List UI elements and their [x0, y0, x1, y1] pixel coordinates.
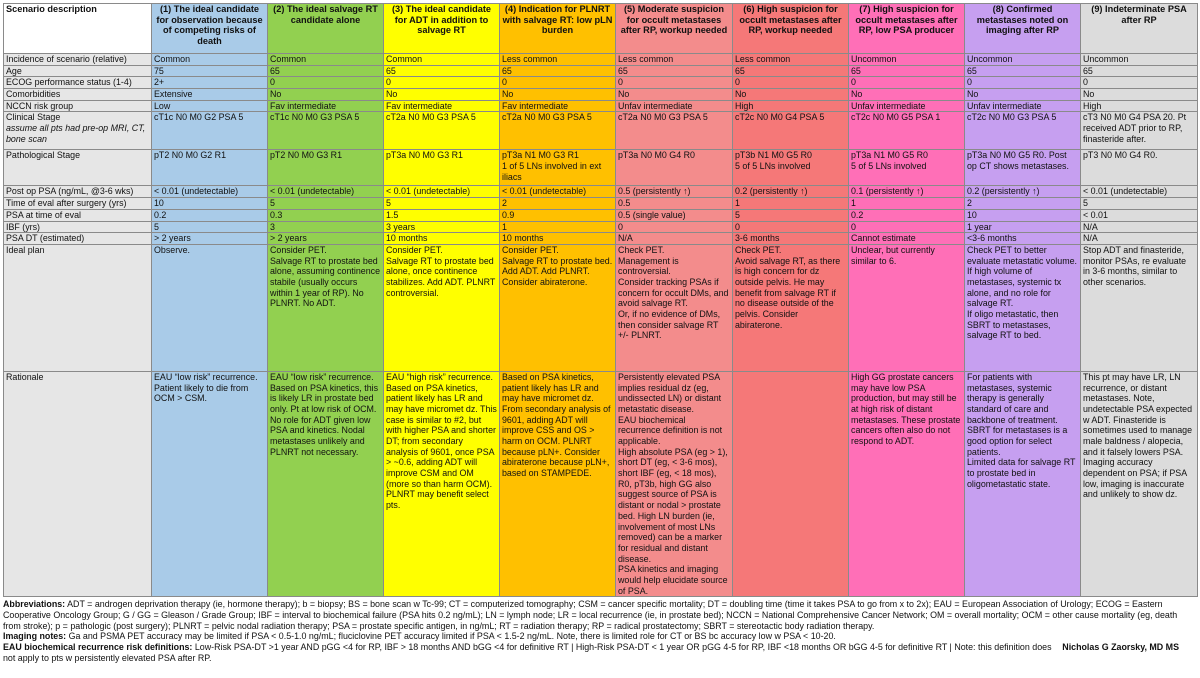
column-header-scenario-6: (6) High suspicion for occult metastases after RP, workup needed: [733, 4, 849, 54]
row-ibf: [4, 221, 1198, 233]
table-cell: 10 months: [500, 233, 616, 245]
row-label: [4, 54, 152, 66]
table-cell: pT3a N0 M0 G5 R0. Post op CT shows metastases.: [965, 150, 1081, 186]
table-cell: cT2c N0 M0 G4 PSA 5: [733, 112, 849, 150]
table-cell: Unclear, but currently similar to 6.: [849, 244, 965, 371]
table-cell: EAU “high risk” recurrence. Based on PSA kinetics, patient likely has LR and may have micromet dz. This case is similar to #2, but with higher PSA and shorter DT; from secondary analysis of 9601, once PSA > ~0.6, adding ADT will improve CSM and OM (more so than harm OCM). PLNRT may benefit select pts.: [384, 371, 500, 596]
table-cell: 0.2: [152, 209, 268, 221]
table-cell: Unfav intermediate: [849, 100, 965, 112]
column-header-scenario-4: (4) Indication for PLNRT with salvage RT: low pLN burden: [500, 4, 616, 54]
table-cell: Check PET. Management is controversial. Consider tracking PSAs if concern for occult DMs, and avoid salvage RT. Or, if no evidence of DMs, then consider salvage RT +/- PLNRT.: [616, 244, 733, 371]
table-cell: EAU “low risk” recurrence. Patient likely to die from OCM > CSM.: [152, 371, 268, 596]
row-age: [4, 65, 1198, 77]
abbreviations-text: ADT = androgen deprivation therapy (ie, hormone therapy); b = biopsy; BS = bone scan w Tc-99; CT = computerized tomography; CSM = cancer specific mortality; DT = doubling time (time it takes PSA to go from x to 2x); EAU = European Association of Urology; ECOG = Eastern Cooperative Oncology Group; G / GG = Gleason / Grade Group; IBF = interval to biochemical failure (PSA hits 0.2 ng/mL); LN = lymph node; LR = local recurrence (ie, in prostate bed); NCCN = National Comprehensive Cancer Network; OM = overall mortality; OCM = other cause mortality (eg, death from stroke); p = pathologic (post surgery); PLNRT = pelvic nodal radiation therapy; PSA = prostate specific antigen, in ng/mL; RT = radiation therapy; RP = radical prostatectomy; SBRT = stereotactic body radiation therapy.: [3, 599, 1178, 631]
row-label: [4, 89, 152, 101]
table-cell: Less common: [733, 54, 849, 66]
row-label-text: NCCN risk group: [6, 100, 74, 111]
row-comorbidities: [4, 89, 1198, 101]
table-cell: 1: [733, 198, 849, 210]
row-label: [4, 371, 152, 596]
row-ideal-plan: [4, 244, 1198, 371]
author-signature: Nicholas G Zaorsky, MD MS: [1062, 642, 1179, 653]
row-label-text: Clinical Stage: [6, 112, 61, 123]
table-cell: Cannot estimate: [849, 233, 965, 245]
table-cell: Fav intermediate: [268, 100, 384, 112]
table-cell: 1: [849, 198, 965, 210]
column-header-scenario-7: (7) High suspicion for occult metastases after RP, low PSA producer: [849, 4, 965, 54]
table-cell: 65: [849, 65, 965, 77]
table-cell: 0.1 (persistently ↑): [849, 186, 965, 198]
table-cell: Less common: [616, 54, 733, 66]
table-cell: 0: [1081, 77, 1198, 89]
table-cell: For patients with metastases, systemic therapy is generally standard of care and backbone of treatment. SBRT for metastases is a good option for select patients. Limited data for salvage RT to prostate bed in oligometastatic state.: [965, 371, 1081, 596]
row-label-text: ECOG performance status (1-4): [6, 77, 132, 88]
table-cell: 0.9: [500, 209, 616, 221]
column-header-scenario-3: (3) The ideal candidate for ADT in addition to salvage RT: [384, 4, 500, 54]
table-cell: < 0.01 (undetectable): [384, 186, 500, 198]
table-cell: 65: [733, 65, 849, 77]
table-cell: 2: [500, 198, 616, 210]
table-cell: 65: [500, 65, 616, 77]
table-cell: No: [268, 89, 384, 101]
table-cell: > 2 years: [152, 233, 268, 245]
table-cell: This pt may have LR, LN recurrence, or distant metastases. Note, undetectable PSA expected w ADT. Finasteride is sometimes used to manage male baldness / alopecia, and it falsely lowers PSA. Imaging accuracy dependent on PSA; if PSA low, imaging is inaccurate and unlikely to show dz.: [1081, 371, 1198, 596]
row-ecog: [4, 77, 1198, 89]
column-header-scenario-5: (5) Moderate suspicion for occult metastases after RP, workup needed: [616, 4, 733, 54]
row-pathological-stage: [4, 150, 1198, 186]
row-label: [4, 244, 152, 371]
table-cell: 0.5: [616, 198, 733, 210]
table-cell: cT2a N0 M0 G3 PSA 5: [616, 112, 733, 150]
table-cell: cT3 N0 M0 G4 PSA 20. Pt received ADT prior to RP, finasteride after.: [1081, 112, 1198, 150]
table-cell: <3-6 months: [965, 233, 1081, 245]
abbreviations-note: [3, 599, 1197, 631]
table-cell: Common: [384, 54, 500, 66]
table-cell: N/A: [1081, 221, 1198, 233]
row-label-text: Ideal plan: [6, 244, 45, 255]
row-label-text: PSA at time of eval: [6, 209, 81, 220]
table-cell: 65: [384, 65, 500, 77]
table-cell: 5: [152, 221, 268, 233]
row-label: [4, 233, 152, 245]
table-cell: 0: [849, 221, 965, 233]
table-cell: 0.2: [849, 209, 965, 221]
table-cell: 10: [152, 198, 268, 210]
row-label: [4, 209, 152, 221]
table-cell: Stop ADT and finasteride, monitor PSAs, re evaluate in 3-6 months, similar to other scenarios.: [1081, 244, 1198, 371]
table-cell: 0: [965, 77, 1081, 89]
row-label: [4, 150, 152, 186]
table-cell: pT3a N0 M0 G3 R1: [384, 150, 500, 186]
table-cell: No: [616, 89, 733, 101]
footnotes: [3, 599, 1197, 663]
row-label-note: assume all pts had pre-op MRI, CT, bone scan: [6, 123, 146, 144]
table-cell: Extensive: [152, 89, 268, 101]
row-time-of-eval: [4, 198, 1198, 210]
row-rationale: [4, 371, 1198, 596]
table-cell: 5: [268, 198, 384, 210]
table-cell: pT3 N0 M0 G4 R0.: [1081, 150, 1198, 186]
row-postop-psa: [4, 186, 1198, 198]
table-cell: pT3a N1 M0 G5 R0 5 of 5 LNs involved: [849, 150, 965, 186]
scenario-table-container: [3, 3, 1197, 663]
row-label: [4, 221, 152, 233]
table-cell: 1 year: [965, 221, 1081, 233]
table-cell: High GG prostate cancers may have low PSA production, but may still be at high risk of distant metastases. These prostate cancers often also do not respond to ADT.: [849, 371, 965, 596]
table-cell: Consider PET. Salvage RT to prostate bed alone, once continence stabilizes. Add ADT. PLNRT controversial.: [384, 244, 500, 371]
column-header-scenario-8: (8) Confirmed metastases noted on imaging after RP: [965, 4, 1081, 54]
imaging-notes-text: Ga and PSMA PET accuracy may be limited if PSA < 0.5-1.0 ng/mL; fluciclovine PET accuracy limited if PSA < 1.5-2 ng/mL. Note, there is limited role for CT or BS bc accuracy low w PSA < 10-20.: [66, 631, 836, 642]
table-cell: Common: [268, 54, 384, 66]
eau-definitions-title: EAU biochemical recurrence risk definitions:: [3, 642, 193, 653]
table-cell: No: [965, 89, 1081, 101]
table-cell: No: [384, 89, 500, 101]
table-cell: 3 years: [384, 221, 500, 233]
table-cell: > 2 years: [268, 233, 384, 245]
table-cell: Persistently elevated PSA implies residual dz (eg, undissected LN) or distant metastatic disease. EAU biochemical recurrence definition is not applicable. High absolute PSA (eg > 1), short DT (eg, < 3-6 mos), short IBF (eg, < 18 mos), R0, pT3b, high GG also suggest source of PSA is distant or nodal > prostate bed. High LN burden (ie, involvement of most LNs removed) can be a marker for residual and distant disease. PSA kinetics and imaging would help elucidate source of PSA.: [616, 371, 733, 596]
table-cell: cT2a N0 M0 G3 PSA 5: [384, 112, 500, 150]
table-cell: < 0.01 (undetectable): [500, 186, 616, 198]
table-cell: Common: [152, 54, 268, 66]
table-cell: 0: [616, 221, 733, 233]
row-label: [4, 65, 152, 77]
table-cell: pT3a N0 M0 G4 R0: [616, 150, 733, 186]
row-label-text: IBF (yrs): [6, 221, 41, 232]
table-cell: Uncommon: [849, 54, 965, 66]
table-body: [4, 54, 1198, 597]
table-cell: 75: [152, 65, 268, 77]
row-label-text: Incidence of scenario (relative): [6, 54, 127, 64]
table-cell: Observe.: [152, 244, 268, 371]
table-cell: 65: [616, 65, 733, 77]
row-label: [4, 100, 152, 112]
table-cell: cT2a N0 M0 G3 PSA 5: [500, 112, 616, 150]
table-cell: Low: [152, 100, 268, 112]
scenario-table: [3, 3, 1198, 597]
table-cell: EAU “low risk” recurrence. Based on PSA kinetics, this is likely LR in prostate bed only. Pt at low risk of OCM. No role for ADT given low PSA and kinetics. Nodal metastases unlikely and PLNRT not necessary.: [268, 371, 384, 596]
row-label: [4, 112, 152, 150]
table-cell: 0.2 (persistently ↑): [965, 186, 1081, 198]
column-header-scenario-9: (9) Indeterminate PSA after RP: [1081, 4, 1198, 54]
table-cell: 2+: [152, 77, 268, 89]
table-cell: 5: [1081, 198, 1198, 210]
row-label-text: Pathological Stage: [6, 150, 81, 161]
table-cell: 1.5: [384, 209, 500, 221]
table-cell: pT2 N0 M0 G2 R1: [152, 150, 268, 186]
abbreviations-title: Abbreviations:: [3, 599, 66, 610]
column-header-scenario-2: (2) The ideal salvage RT candidate alone: [268, 4, 384, 54]
table-cell: 0.5 (single value): [616, 209, 733, 221]
row-label-text: Comorbidities: [6, 89, 61, 100]
table-cell: No: [1081, 89, 1198, 101]
table-cell: 0: [733, 221, 849, 233]
table-cell: 65: [1081, 65, 1198, 77]
row-nccn: [4, 100, 1198, 112]
table-cell: [733, 371, 849, 596]
eau-definitions-text: Low-Risk PSA-DT >1 year AND pGG <4 for RP, IBF > 18 months AND bGG <4 for definitive RT | High-Risk PSA-DT < 1 year OR pGG 4-5 for RP, IBF <18 months OR bGG 4-5 for definitive RT | Note: this definition does not apply to pts w persistently elevated PSA after RP.: [3, 642, 1052, 663]
table-cell: cT2c N0 M0 G3 PSA 5: [965, 112, 1081, 150]
table-cell: 10: [965, 209, 1081, 221]
row-label: [4, 198, 152, 210]
eau-definitions-note: [3, 642, 1197, 663]
row-psa-dt: [4, 233, 1198, 245]
table-cell: 0: [733, 77, 849, 89]
table-cell: Consider PET. Salvage RT to prostate bed alone, assuming continence stabile (usually occurs within 1 year of RP). No PLNRT. No ADT.: [268, 244, 384, 371]
table-cell: Unfav intermediate: [965, 100, 1081, 112]
table-cell: N/A: [616, 233, 733, 245]
table-cell: < 0.01 (undetectable): [152, 186, 268, 198]
table-cell: 3: [268, 221, 384, 233]
table-cell: 0.5 (persistently ↑): [616, 186, 733, 198]
table-cell: < 0.01 (undetectable): [1081, 186, 1198, 198]
column-header-description: Scenario description: [4, 4, 152, 54]
table-cell: Consider PET. Salvage RT to prostate bed. Add ADT. Add PLNRT. Consider abiraterone.: [500, 244, 616, 371]
table-cell: No: [500, 89, 616, 101]
table-cell: cT2c N0 M0 G5 PSA 1: [849, 112, 965, 150]
header-row: [4, 4, 1198, 54]
table-cell: 0: [268, 77, 384, 89]
table-cell: 3-6 months: [733, 233, 849, 245]
table-cell: 5: [733, 209, 849, 221]
table-cell: Less common: [500, 54, 616, 66]
row-psa-at-eval: [4, 209, 1198, 221]
table-cell: < 0.01: [1081, 209, 1198, 221]
column-header-scenario-1: (1) The ideal candidate for observation because of competing risks of death: [152, 4, 268, 54]
row-clinical-stage: [4, 112, 1198, 150]
row-label: [4, 77, 152, 89]
table-cell: N/A: [1081, 233, 1198, 245]
table-cell: 0: [500, 77, 616, 89]
table-cell: 0: [849, 77, 965, 89]
row-label-text: Rationale: [6, 371, 44, 382]
table-cell: Fav intermediate: [500, 100, 616, 112]
table-cell: Based on PSA kinetics, patient likely has LR and may have micromet dz. From secondary analysis of 9601, adding ADT will improve CSS and OS > harm on OCM. PLNRT because pLN+. Consider abiraterone because pLN+, based on STAMPEDE.: [500, 371, 616, 596]
table-cell: 1: [500, 221, 616, 233]
table-cell: 10 months: [384, 233, 500, 245]
table-cell: cT1c N0 M0 G3 PSA 5: [268, 112, 384, 150]
table-cell: 0.3: [268, 209, 384, 221]
table-cell: No: [733, 89, 849, 101]
table-cell: Check PET. Avoid salvage RT, as there is high concern for dz outside pelvis. He may benefit from salvage RT if no disease outside of the pelvis. Consider abiraterone.: [733, 244, 849, 371]
table-cell: 0.2 (persistently ↑): [733, 186, 849, 198]
table-cell: Uncommon: [1081, 54, 1198, 66]
row-label: [4, 186, 152, 198]
table-cell: No: [849, 89, 965, 101]
table-cell: 0: [616, 77, 733, 89]
table-cell: Uncommon: [965, 54, 1081, 66]
row-label-text: PSA DT (estimated): [6, 233, 85, 244]
imaging-notes-title: Imaging notes:: [3, 631, 67, 642]
table-cell: cT1c N0 M0 G2 PSA 5: [152, 112, 268, 150]
table-cell: 0: [384, 77, 500, 89]
table-cell: Unfav intermediate: [616, 100, 733, 112]
table-cell: < 0.01 (undetectable): [268, 186, 384, 198]
row-label-text: Age: [6, 65, 22, 76]
table-cell: 65: [268, 65, 384, 77]
table-cell: Check PET to better evaluate metastatic volume. If high volume of metastases, systemic tx alone, and no role for salvage RT. If oligo metastatic, then SBRT to metastases, salvage RT to bed.: [965, 244, 1081, 371]
table-cell: 2: [965, 198, 1081, 210]
table-cell: Fav intermediate: [384, 100, 500, 112]
table-cell: pT2 N0 M0 G3 R1: [268, 150, 384, 186]
imaging-note: [3, 631, 1197, 642]
table-cell: pT3b N1 M0 G5 R0 5 of 5 LNs involved: [733, 150, 849, 186]
row-label-text: Post op PSA (ng/mL, @3-6 wks): [6, 186, 134, 197]
table-cell: 65: [965, 65, 1081, 77]
row-label-text: Time of eval after surgery (yrs): [6, 198, 127, 209]
table-cell: High: [733, 100, 849, 112]
row-incidence: [4, 54, 1198, 66]
table-cell: 5: [384, 198, 500, 210]
table-cell: High: [1081, 100, 1198, 112]
table-cell: pT3a N1 M0 G3 R1 1 of 5 LNs involved in ext iliacs: [500, 150, 616, 186]
